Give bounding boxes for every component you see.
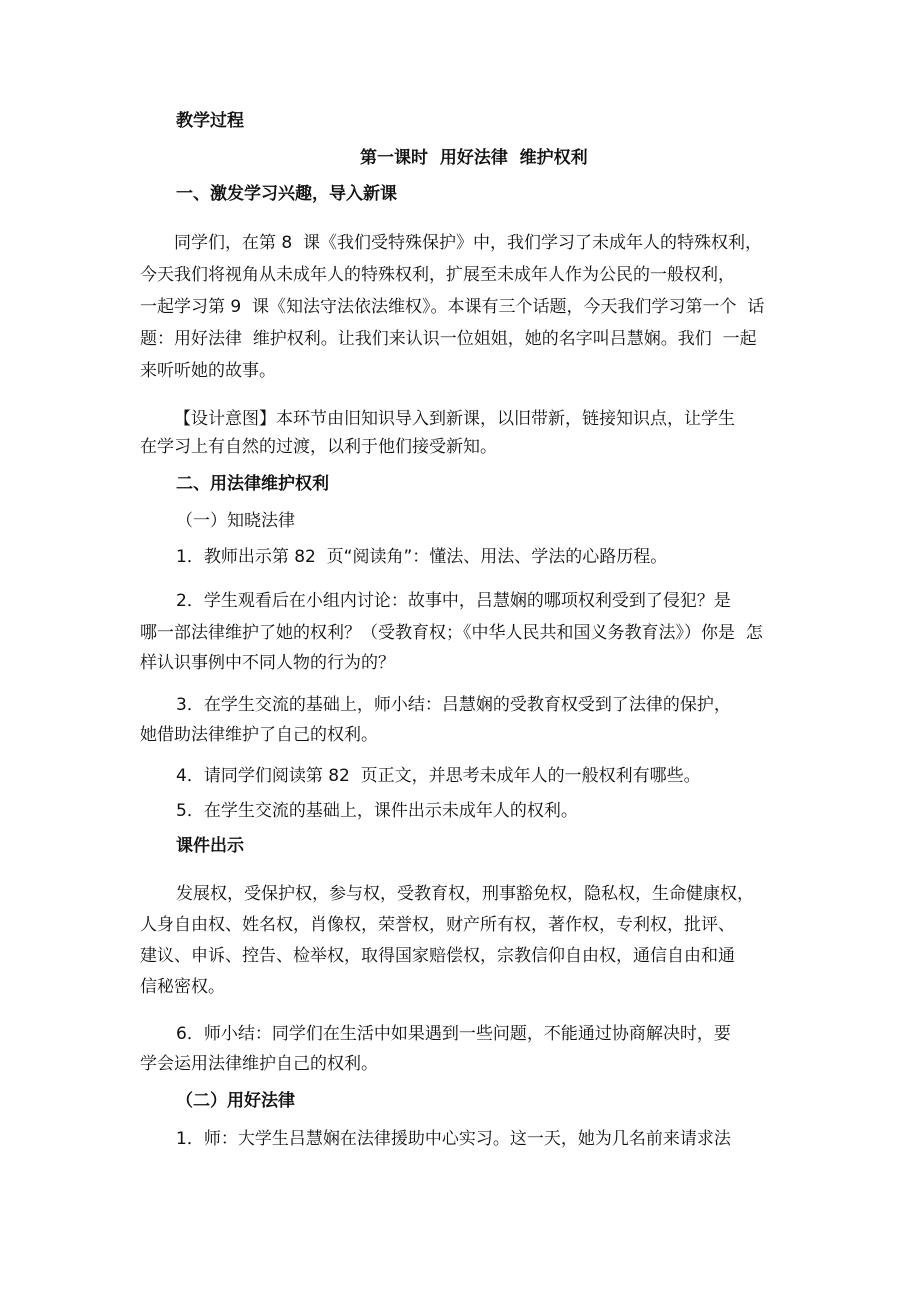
- list-item-line: 6．师小结：同学们在生活中如果遇到一些问题，不能通过协商解决时，要: [176, 1024, 731, 1044]
- intro-paragraph-line: 题：用好法律 维护权利。让我们来认识一位姐姐，她的名字叫吕慧娴。我们 一起: [140, 329, 757, 349]
- list-item-line: 学会运用法律维护自己的权利。: [140, 1054, 378, 1074]
- intro-paragraph-line: 同学们，在第 8 课《我们受特殊保护》中，我们学习了未成年人的特殊权利，: [174, 233, 763, 253]
- heading-process: 教学过程: [176, 111, 244, 131]
- list-item: 4．请同学们阅读第 82 页正文，并思考未成年人的一般权利有哪些。: [176, 766, 701, 786]
- list-item-line: 3．在学生交流的基础上，师小结：吕慧娴的受教育权受到了法律的保护，: [176, 695, 731, 715]
- courseware-label: 课件出示: [176, 836, 244, 856]
- design-intent-line: 在学习上有自然的过渡，以利于他们接受新知。: [140, 437, 497, 457]
- list-item: 1．教师出示第 82 页“阅读角”：懂法、用法、学法的心路历程。: [176, 547, 668, 567]
- list-item-line: 样认识事例中不同人物的行为的？: [140, 653, 395, 673]
- list-item-line: 她借助法律维护了自己的权利。: [140, 725, 378, 745]
- list-item: 1．师：大学生吕慧娴在法律援助中心实习。这一天，她为几名前来请求法: [176, 1129, 731, 1149]
- lesson-title: 第一课时 用好法律 维护权利: [360, 148, 588, 168]
- list-item: 5．在学生交流的基础上，课件出示未成年人的权利。: [176, 801, 578, 821]
- intro-paragraph-line: 今天我们将视角从未成年人的特殊权利，扩展至未成年人作为公民的一般权利，: [140, 265, 735, 285]
- sub2-title: （二）用好法律: [176, 1091, 295, 1111]
- intro-paragraph-line: 来听听她的故事。: [140, 361, 276, 381]
- list-item-line: 哪一部法律维护了她的权利？（受教育权；《中华人民共和国义务教育法》）你是 怎: [140, 623, 763, 643]
- rights-line: 人身自由权、姓名权，肖像权，荣誉权，财产所有权，著作权，专利权，批评、: [140, 915, 735, 935]
- sub1-title: （一）知晓法律: [176, 511, 295, 531]
- intro-paragraph-line: 一起学习第 9 课《知法守法依法维权》。本课有三个话题，今天我们学习第一个 话: [140, 297, 765, 317]
- rights-line: 建议、申诉、控告、检举权，取得国家赔偿权，宗教信仰自由权，通信自由和通: [140, 946, 735, 966]
- section2-title: 二、用法律维护权利: [176, 474, 329, 494]
- design-intent-line: 【设计意图】本环节由旧知识导入到新课，以旧带新，链接知识点，让学生: [174, 409, 735, 429]
- rights-line: 发展权，受保护权，参与权，受教育权，刑事豁免权，隐私权，生命健康权，: [176, 884, 754, 904]
- rights-line: 信秘密权。: [140, 977, 225, 997]
- section1-title: 一、激发学习兴趣，导入新课: [176, 184, 397, 204]
- list-item-line: 2．学生观看后在小组内讨论：故事中，吕慧娴的哪项权利受到了侵犯？是: [176, 591, 731, 611]
